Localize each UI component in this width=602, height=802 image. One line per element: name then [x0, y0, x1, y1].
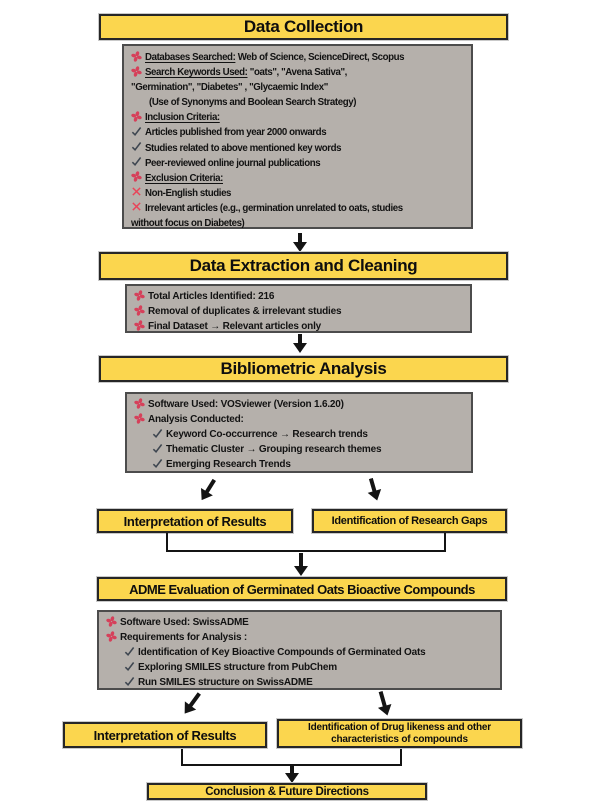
detail-line [106, 615, 494, 630]
detail-line [134, 319, 464, 334]
detail-line [134, 397, 465, 412]
detail-text: Peer-reviewed online journal publications [145, 157, 321, 169]
detail-text: Software Used: SwissADME [120, 617, 249, 628]
x-icon [131, 201, 142, 212]
check-icon [131, 126, 142, 137]
connector-merge-2 [181, 749, 402, 766]
detail-line [134, 289, 464, 304]
flow-arrow-diagonal-left-1 [195, 476, 221, 505]
bibliometric-details-box [125, 392, 473, 473]
output-box-drug-likeness: Identification of Drug likeness and other characteristics of compounds [277, 719, 522, 748]
adme-details-box [97, 610, 502, 690]
flow-arrow-down-2 [292, 334, 308, 353]
detail-line [106, 645, 494, 660]
pin-icon [134, 305, 145, 316]
pin-icon [131, 171, 142, 182]
detail-line [131, 186, 465, 201]
stage-header-adme-evaluation: ADME Evaluation of Germinated Oats Bioactive Compounds [97, 577, 507, 601]
detail-text: Studies related to above mentioned key words [145, 142, 342, 154]
stage-header-data-collection: Data Collection [99, 14, 508, 40]
pin-icon [131, 51, 142, 62]
pin-icon [134, 320, 145, 331]
underlined-label: Databases Searched: [145, 52, 236, 63]
detail-text: Run SMILES structure on SwissADME [138, 677, 313, 688]
pin-icon [131, 111, 142, 122]
detail-line [106, 630, 494, 645]
check-icon [124, 646, 135, 657]
output-box-interpretation-of-results: Interpretation of Results [97, 509, 293, 533]
detail-text: Identification of Key Bioactive Compounds of Germinated Oats [138, 647, 426, 658]
detail-text: Irrelevant articles (e.g., germination unrelated to oats, studies [145, 202, 403, 214]
detail-line [131, 110, 465, 125]
detail-line [131, 65, 465, 80]
pin-icon [134, 290, 145, 301]
pin-icon [131, 66, 142, 77]
data-collection-details-box [122, 44, 473, 229]
pin-icon [106, 616, 117, 627]
detail-text: Web of Science, ScienceDirect, Scopus [235, 52, 405, 63]
detail-text: Analysis Conducted: [148, 414, 244, 425]
detail-line [131, 171, 465, 186]
detail-line [131, 50, 465, 65]
pin-icon [106, 631, 117, 642]
pin-icon [134, 413, 145, 424]
detail-line [106, 660, 494, 675]
stage-header-data-extraction: Data Extraction and Cleaning [99, 252, 508, 280]
detail-text: Requirements for Analysis : [120, 632, 248, 643]
output-box-interpretation-of-results-2: Interpretation of Results [63, 722, 267, 748]
check-icon [152, 428, 163, 439]
flow-arrow-down-4 [284, 766, 300, 783]
detail-line [131, 80, 465, 95]
conclusion-box: Conclusion & Future Directions [147, 783, 427, 800]
detail-line [134, 442, 465, 457]
x-icon [131, 186, 142, 197]
detail-text: Thematic Cluster → Grouping research themes [166, 444, 382, 455]
check-icon [152, 458, 163, 469]
detail-text: "oats", "Avena Sativa", [247, 67, 347, 79]
detail-text: "Germination", "Diabetes" , "Glycaemic Index" [131, 82, 328, 94]
flow-arrow-down-1 [292, 233, 308, 252]
detail-line [131, 201, 465, 216]
detail-text: Non-English studies [145, 187, 232, 199]
underlined-label: Exclusion Criteria: [145, 172, 223, 184]
detail-line [134, 457, 465, 472]
flow-arrow-diagonal-left-2 [178, 689, 206, 719]
detail-line [134, 304, 464, 319]
flow-arrow-down-3 [293, 553, 309, 576]
data-extraction-details-box [125, 284, 472, 333]
output-box-research-gaps: Identification of Research Gaps [312, 509, 507, 533]
check-icon [124, 676, 135, 687]
detail-text: Final Dataset → Relevant articles only [148, 321, 322, 332]
underlined-label: Inclusion Criteria: [145, 112, 220, 124]
detail-text: Keyword Co-occurrence → Research trends [166, 429, 368, 440]
detail-text: Exploring SMILES structure from PubChem [138, 662, 337, 673]
check-icon [131, 141, 142, 152]
detail-text: without focus on Diabetes) [131, 218, 245, 230]
detail-text: Removal of duplicates & irrelevant studies [148, 306, 342, 317]
detail-line [131, 216, 465, 231]
detail-line [131, 141, 465, 156]
detail-line [131, 95, 465, 110]
detail-line [131, 125, 465, 140]
pin-icon [134, 398, 145, 409]
detail-line [134, 427, 465, 442]
detail-line [131, 156, 465, 171]
detail-line [106, 675, 494, 690]
check-icon [152, 443, 163, 454]
check-icon [124, 661, 135, 672]
flow-arrow-diagonal-right-1 [363, 476, 385, 503]
stage-header-bibliometric-analysis: Bibliometric Analysis [99, 356, 508, 382]
flow-arrow-diagonal-right-2 [373, 689, 395, 717]
detail-text: (Use of Synonyms and Boolean Search Strategy) [149, 97, 357, 109]
check-icon [131, 156, 142, 167]
detail-line [134, 412, 465, 427]
detail-text: Software Used: VOSviewer (Version 1.6.20) [148, 399, 344, 410]
detail-text: Emerging Research Trends [166, 459, 291, 470]
detail-text: Articles published from year 2000 onwards [145, 127, 327, 139]
connector-merge-1 [166, 533, 446, 552]
detail-text: Total Articles Identified: 216 [148, 291, 275, 302]
underlined-label: Search Keywords Used: [145, 67, 248, 79]
